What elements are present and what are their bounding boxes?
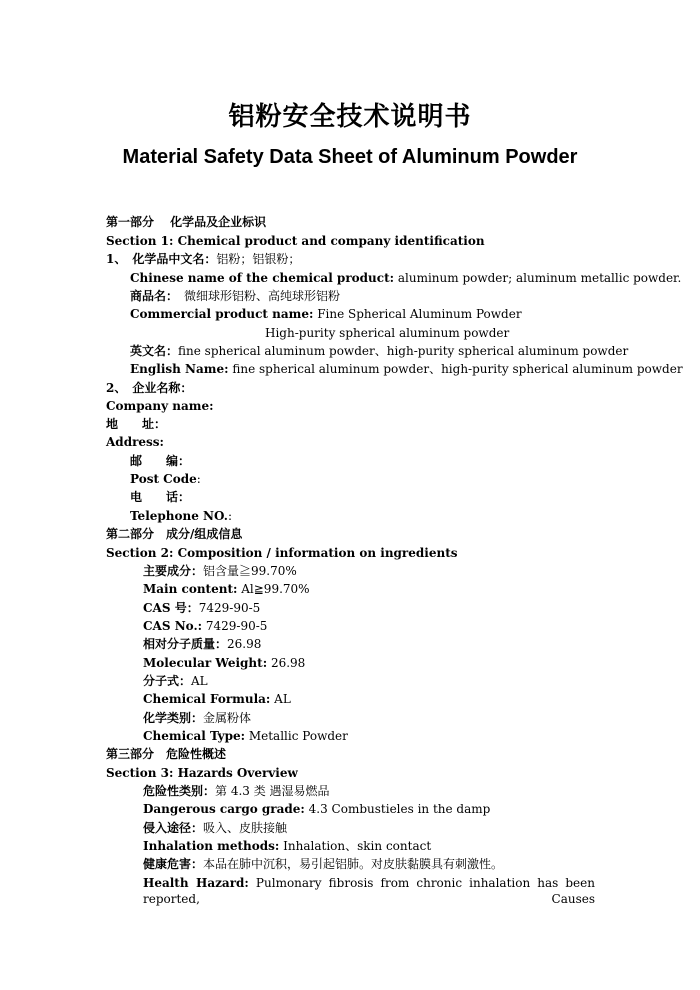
molecular-weight-label: Molecular Weight: bbox=[143, 656, 268, 670]
english-name-cn-row bbox=[130, 343, 628, 359]
cas-cn-value: 7429-90-5 bbox=[198, 601, 261, 615]
formula-label: Chemical Formula: bbox=[143, 692, 271, 706]
item2-company-name-cn: 2、 企业名称： bbox=[106, 381, 193, 395]
chemical-type-cn-value: 金属粉体 bbox=[203, 711, 252, 725]
phone-cn-label: 电 话： bbox=[130, 490, 191, 504]
route-value: Inhalation、skin contact bbox=[279, 839, 432, 853]
english-name-cn-value: fine spherical aluminum powder、high-purity spherical aluminum powder bbox=[178, 344, 629, 358]
commercial-name-row bbox=[130, 306, 522, 322]
trade-name-label: 商品名： bbox=[130, 289, 173, 303]
cas-row bbox=[143, 618, 267, 634]
main-content-cn-value: 铝含量≧99.70% bbox=[203, 564, 297, 578]
english-name-row bbox=[130, 361, 683, 377]
document-title-english: Material Safety Data Sheet of Aluminum Powder bbox=[122, 146, 578, 168]
health-hazard-cn-value: 本品在肺中沉积，易引起铝肺。对皮肤黏膜具有刺激性。 bbox=[203, 857, 504, 871]
route-cn-value: 吸入、皮肤接触 bbox=[203, 821, 288, 835]
chemical-type-cn-row bbox=[143, 710, 251, 726]
formula-row bbox=[143, 691, 291, 707]
main-content-cn-row bbox=[143, 563, 297, 579]
formula-value: AL bbox=[270, 692, 291, 706]
route-row bbox=[143, 838, 431, 854]
chemical-type-value: Metallic Powder bbox=[245, 729, 348, 743]
commercial-name-label: Commercial product name: bbox=[130, 307, 314, 321]
item1-chinese-name bbox=[106, 251, 300, 267]
danger-class-cn-row bbox=[143, 783, 330, 799]
chinese-name-row bbox=[130, 270, 681, 286]
danger-class-cn-value: 第 4.3 类 遇湿易燃品 bbox=[215, 784, 330, 798]
formula-cn-value: AL bbox=[191, 674, 208, 688]
cas-value: 7429-90-5 bbox=[202, 619, 268, 633]
postcode-colon: : bbox=[196, 472, 201, 486]
item1-value: 铝粉；铝银粉； bbox=[216, 252, 301, 266]
formula-cn-label: 分子式： bbox=[143, 674, 192, 688]
route-cn-label: 侵入途径： bbox=[143, 821, 204, 835]
section1-heading-english: Section 1: Chemical product and company identification bbox=[106, 234, 485, 248]
phone-label: Telephone NO. bbox=[130, 509, 228, 523]
danger-class-row bbox=[143, 801, 490, 817]
phone-colon: : bbox=[227, 509, 232, 523]
chemical-type-label: Chemical Type: bbox=[143, 729, 246, 743]
section2-heading-english: Section 2: Composition / information on ingredients bbox=[106, 546, 458, 560]
health-hazard-cn-label: 健康危害： bbox=[143, 857, 204, 871]
main-content-value: Al≧99.70% bbox=[237, 582, 310, 596]
chinese-name-label: Chinese name of the chemical product: bbox=[130, 271, 395, 285]
molecular-weight-cn-label: 相对分子质量： bbox=[143, 637, 228, 651]
trade-name-value: 微细球形铝粉、高纯球形铝粉 bbox=[172, 289, 341, 303]
route-label: Inhalation methods: bbox=[143, 839, 280, 853]
english-name-cn-label: 英文名： bbox=[130, 344, 179, 358]
health-hazard-label: Health Hazard: bbox=[143, 876, 249, 890]
danger-class-label: Dangerous cargo grade: bbox=[143, 802, 305, 816]
chemical-type-row bbox=[143, 728, 348, 744]
chemical-type-cn-label: 化学类别： bbox=[143, 711, 204, 725]
company-name-label: Company name: bbox=[106, 399, 214, 413]
english-name-value: fine spherical aluminum powder、high-purity spherical aluminum powder bbox=[228, 362, 683, 376]
cas-label: CAS No.: bbox=[143, 619, 203, 633]
health-hazard-cn-row bbox=[143, 856, 503, 872]
section3-heading-chinese: 第三部分 危险性概述 bbox=[106, 747, 227, 761]
commercial-name-value-2: High-purity spherical aluminum powder bbox=[265, 326, 510, 340]
chinese-name-value: aluminum powder; aluminum metallic powder. bbox=[394, 271, 682, 285]
section2-heading-chinese: 第二部分 成分/组成信息 bbox=[106, 527, 243, 541]
molecular-weight-cn-value: 26.98 bbox=[227, 637, 262, 651]
cas-cn-row bbox=[143, 600, 260, 616]
main-content-cn-label: 主要成分： bbox=[143, 564, 204, 578]
trade-name-row bbox=[130, 288, 340, 304]
main-content-row bbox=[143, 581, 310, 597]
danger-class-value: 4.3 Combustieles in the damp bbox=[304, 802, 491, 816]
postcode-row bbox=[130, 471, 201, 487]
postcode-label: Post Code bbox=[130, 472, 197, 486]
molecular-weight-row bbox=[143, 655, 305, 671]
phone-row bbox=[130, 508, 232, 524]
english-name-label: English Name: bbox=[130, 362, 229, 376]
molecular-weight-cn-row bbox=[143, 636, 261, 652]
item1-label: 1、 化学品中文名： bbox=[106, 252, 217, 266]
address-label: Address: bbox=[106, 435, 164, 449]
main-content-label: Main content: bbox=[143, 582, 238, 596]
section1-heading-chinese: 第一部分 化学品及企业标识 bbox=[106, 215, 267, 229]
molecular-weight-value: 26.98 bbox=[267, 656, 306, 670]
postcode-cn-label: 邮 编： bbox=[130, 454, 191, 468]
commercial-name-value: Fine Spherical Aluminum Powder bbox=[313, 307, 522, 321]
danger-class-cn-label: 危险性类别： bbox=[143, 784, 216, 798]
section3-heading-english: Section 3: Hazards Overview bbox=[106, 766, 298, 780]
health-hazard-value: Pulmonary fibrosis from chronic inhalation has been reported, Causes bbox=[143, 876, 595, 906]
address-cn-label: 地 址： bbox=[106, 417, 167, 431]
cas-cn-label: CAS 号： bbox=[143, 601, 199, 615]
formula-cn-row bbox=[143, 673, 208, 689]
health-hazard-row bbox=[143, 875, 595, 907]
document-title-chinese: 铝粉安全技术说明书 bbox=[228, 102, 472, 132]
route-cn-row bbox=[143, 820, 287, 836]
